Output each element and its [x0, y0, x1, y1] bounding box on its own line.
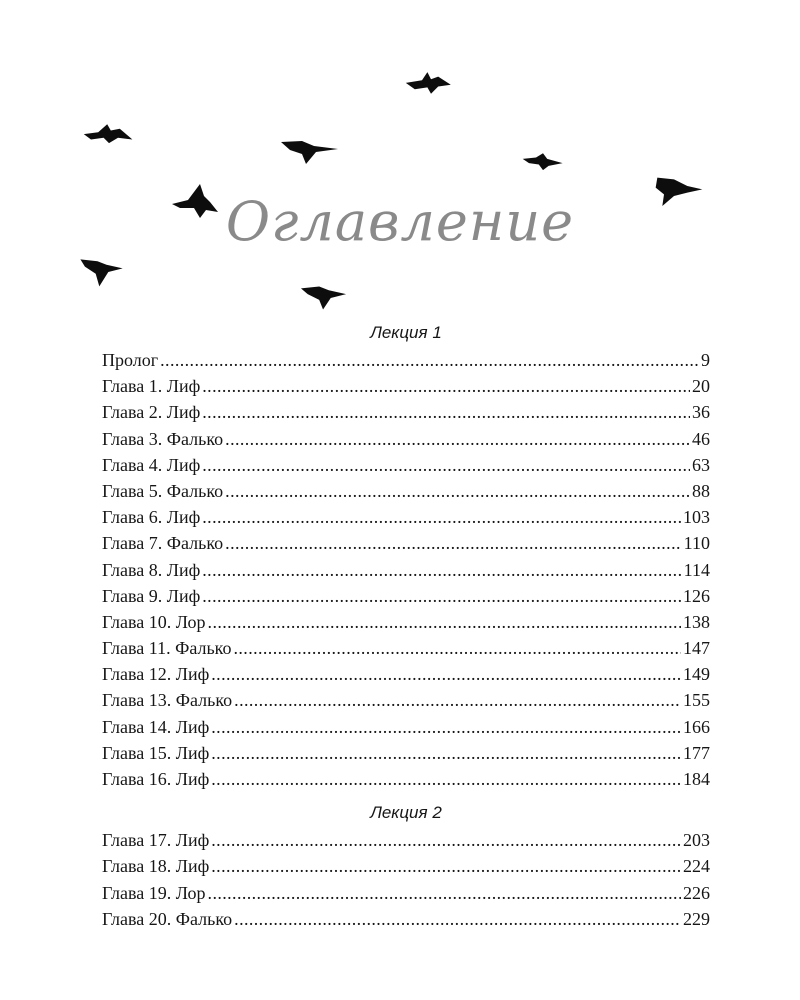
- section-heading: Лекция 1: [370, 323, 442, 342]
- page-number: 114: [683, 559, 710, 580]
- dot-leader: [208, 880, 681, 906]
- page-number: 147: [683, 638, 710, 659]
- dot-leader: [202, 399, 690, 425]
- entry-title: Глава 2. Лиф: [102, 402, 201, 423]
- page-number: 166: [683, 716, 710, 737]
- dot-leader: [202, 373, 690, 399]
- dot-leader: [211, 827, 681, 853]
- dot-leader: [211, 661, 681, 687]
- bird-icon: [404, 66, 458, 98]
- entry-title: Глава 3. Фалько: [102, 428, 224, 449]
- entry-title: Глава 12. Лиф: [102, 664, 210, 685]
- page-number: 103: [683, 507, 710, 528]
- page-number: 177: [683, 742, 710, 763]
- page-number: 9: [701, 350, 710, 370]
- bird-icon: [78, 254, 126, 290]
- dot-leader: [211, 853, 681, 879]
- page-number: 226: [683, 882, 710, 903]
- toc-entry: [102, 853, 710, 879]
- dot-leader: [225, 426, 690, 452]
- page-title: Оглавление: [225, 190, 575, 253]
- toc-entry: [102, 906, 710, 932]
- toc-entry: [102, 661, 710, 687]
- bird-icon: [522, 148, 564, 174]
- page-number: 88: [692, 480, 710, 501]
- dot-leader: [234, 635, 682, 661]
- entry-title: Глава 6. Лиф: [102, 507, 201, 528]
- entry-title: Глава 18. Лиф: [102, 856, 210, 877]
- bird-icon: [280, 134, 340, 168]
- toc-entry: [102, 635, 710, 661]
- entry-title: Глава 1. Лиф: [102, 376, 201, 397]
- page-number: 36: [692, 402, 710, 423]
- entry-title: Пролог: [102, 350, 159, 370]
- entry-title: Глава 8. Лиф: [102, 559, 201, 580]
- entry-title: Глава 19. Лор: [102, 882, 206, 903]
- entry-title: Глава 11. Фалько: [102, 638, 232, 659]
- entry-title: Глава 10. Лор: [102, 611, 206, 632]
- entry-title: Глава 16. Лиф: [102, 769, 210, 789]
- entry-title: Глава 4. Лиф: [102, 454, 201, 475]
- page-number: 229: [683, 908, 710, 929]
- dot-leader: [211, 766, 681, 792]
- entry-title: Глава 14. Лиф: [102, 716, 210, 737]
- dot-leader: [211, 740, 681, 766]
- page-number: 149: [683, 664, 710, 685]
- table-of-contents: [102, 320, 710, 932]
- page-number: 63: [692, 454, 710, 475]
- toc-entry: [102, 452, 710, 478]
- dot-leader: [211, 714, 681, 740]
- toc-entry: [102, 714, 710, 740]
- page-number: 203: [683, 830, 710, 851]
- toc-entry: [102, 530, 710, 556]
- dot-leader: [202, 557, 681, 583]
- toc-entry: [102, 687, 710, 713]
- dot-leader: [225, 530, 681, 556]
- page-number: 110: [683, 533, 710, 554]
- entry-title: Глава 13. Фалько: [102, 690, 233, 711]
- toc-entry: [102, 426, 710, 452]
- toc-entry: [102, 827, 710, 853]
- page-number: 138: [683, 611, 710, 632]
- entry-title: Глава 5. Фалько: [102, 480, 224, 501]
- toc-entry: [102, 373, 710, 399]
- dot-leader: [202, 583, 681, 609]
- page-number: 184: [683, 769, 710, 789]
- toc-entry: [102, 504, 710, 530]
- toc-entry: [102, 478, 710, 504]
- toc-entry: [102, 880, 710, 906]
- dot-leader: [225, 478, 690, 504]
- toc-entry: [102, 347, 710, 373]
- page-number: 155: [683, 690, 710, 711]
- toc-entry: [102, 740, 710, 766]
- bird-icon: [300, 282, 348, 312]
- toc-entry: [102, 766, 710, 792]
- dot-leader: [234, 906, 681, 932]
- page-number: 224: [683, 856, 710, 877]
- entry-title: Глава 17. Лиф: [102, 830, 210, 851]
- toc-entry: [102, 557, 710, 583]
- page-number: 46: [692, 428, 710, 449]
- toc-entry: [102, 609, 710, 635]
- page-number: 126: [683, 585, 710, 606]
- dot-leader: [234, 687, 681, 713]
- entry-title: Глава 15. Лиф: [102, 742, 210, 763]
- bird-icon: [82, 120, 136, 150]
- entry-title: Глава 7. Фалько: [102, 533, 224, 554]
- toc-entry: [102, 399, 710, 425]
- toc-entry: [102, 583, 710, 609]
- dot-leader: [208, 609, 681, 635]
- dot-leader: [202, 504, 681, 530]
- section-heading: Лекция 2: [370, 803, 442, 823]
- entry-title: Глава 20. Фалько: [102, 908, 233, 929]
- dot-leader: [202, 452, 690, 478]
- entry-title: Глава 9. Лиф: [102, 585, 201, 606]
- page-number: 20: [692, 376, 710, 397]
- dot-leader: [160, 347, 699, 373]
- flying-birds-decoration: [0, 0, 800, 330]
